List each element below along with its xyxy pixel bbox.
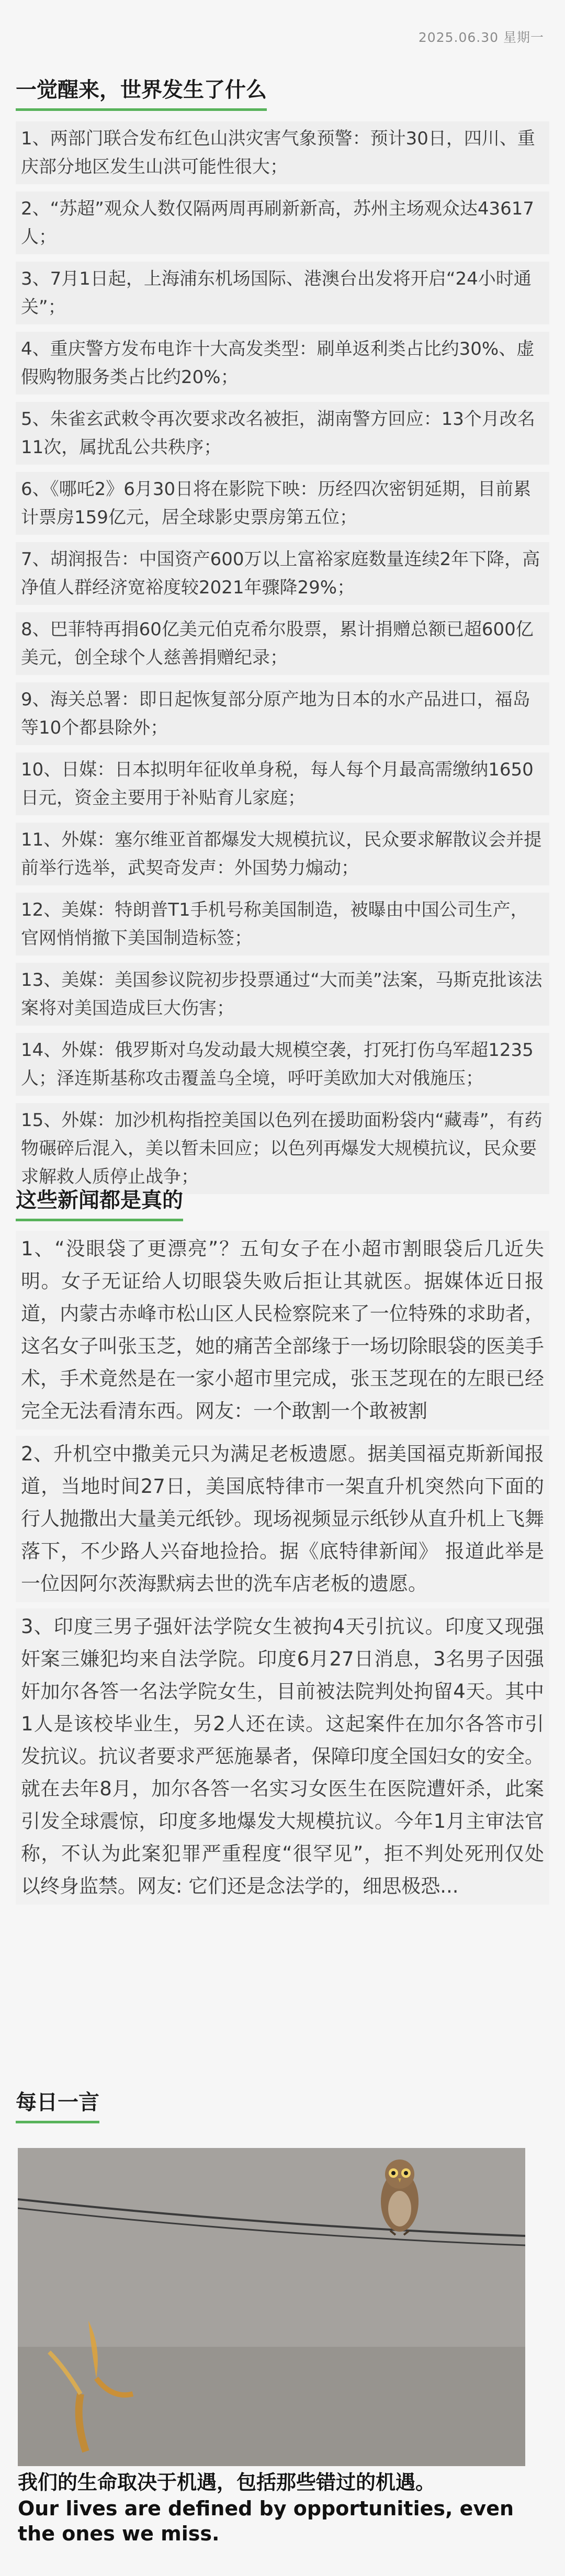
- news-item: 5、朱雀玄武敕令再次要求改名被拒，湖南警方回应：13个月改名11次，属扰乱公共秩序；: [16, 402, 549, 465]
- quote-chinese: 我们的生命取决于机遇，包括那些错过的机遇。: [18, 2471, 436, 2494]
- news-item: 7、胡润报告：中国资产600万以上富裕家庭数量连续2年下降，高净值人群经济宽裕度较2021年骤降29%；: [16, 542, 549, 605]
- story-paragraph: 1、“没眼袋了更漂亮”？五旬女子在小超市割眼袋后几近失明。女子无证给人切眼袋失败后拒让其就医。据媒体近日报道，内蒙古赤峰市松山区人民检察院来了一位特殊的求助者，这名女子叫张玉芝，她的痛苦全部缘于一场切除眼袋的医美手术，手术竟然是在一家小超市里完成，张玉芝现在的左眼已经完全无法看清东西。网友：一个敢割一个敢被割: [16, 1231, 549, 1430]
- story-paragraph: 3、印度三男子强奸法学院女生被拘4天引抗议。印度又现强奸案三嫌犯均来自法学院。印度6月27日消息，3名男子因强奸加尔各答一名法学院女生，目前被法院判处拘留4天。其中1人是该校毕业生，另2人还在读。这起案件在加尔各答市引发抗议。抗议者要求严惩施暴者，保障印度全国妇女的安全。就在去年8月，加尔各答一名实习女医生在医院遭奸杀，此案引发全球震惊，印度多地爆发大规模抗议。今年1月主审法官称，不认为此案犯罪严重程度“很罕见”，拒不判处死刑仅处以终身监禁。网友: 它们还是念法学的，细思极恐...: [16, 1608, 549, 1905]
- news-item: 14、外媒：俄罗斯对乌发动最大规模空袭，打死打伤乌军超1235人；泽连斯基称攻击覆盖乌全境，呼吁美欧加大对俄施压；: [16, 1033, 549, 1096]
- section-header-true-news: [0, 1184, 183, 1221]
- date-label: 2025.06.30 星期一: [418, 30, 544, 45]
- section-title: 每日一言: [16, 2086, 99, 2123]
- news-item: 6、《哪吒2》6月30日将在影院下映：历经四次密钥延期，目前累计票房159亿元，居全球影史票房第五位；: [16, 472, 549, 535]
- news-item: 10、日媒：日本拟明年征收单身税，每人每个月最高需缴纳1650日元，资金主要用于补贴育儿家庭；: [16, 752, 549, 815]
- quote-english: Our lives are defined by opportunities, even the ones we miss.: [18, 2497, 514, 2545]
- news-item: 9、海关总署：即日起恢复部分原产地为日本的水产品进口，福岛等10个都县除外；: [16, 682, 549, 745]
- news-item: 4、重庆警方发布电诈十大高发类型：刷单返利类占比约30%、虚假购物服务类占比约20%；: [16, 332, 549, 395]
- news-item: 2、“苏超”观众人数仅隔两周再刷新新高，苏州主场观众达43617人；: [16, 192, 549, 254]
- section-title: 这些新闻都是真的: [16, 1184, 183, 1221]
- news-item: 12、美媒：特朗普T1手机号称美国制造，被曝由中国公司生产，官网悄悄撤下美国制造标签；: [16, 893, 549, 955]
- section-header-world-news: [0, 73, 267, 111]
- owl-on-wire-photo: [18, 2148, 525, 2466]
- news-item: 3、7月1日起，上海浦东机场国际、港澳台出发将开启“24小时通关”；: [16, 262, 549, 324]
- news-item: 1、两部门联合发布红色山洪灾害气象预警：预计30日，四川、重庆部分地区发生山洪可能性很大；: [16, 121, 549, 184]
- daily-quote: [18, 2470, 544, 2546]
- story-paragraph: 2、升机空中撒美元只为满足老板遗愿。据美国福克斯新闻报道，当地时间27日，美国底特律市一架直升机突然向下面的行人抛撒出大量美元纸钞。现场视频显示纸钞从直升机上飞舞落下，不少路人兴奋地捡拾。据《底特律新闻》 报道此举是一位因阿尔茨海默病去世的洗车店老板的遗愿。: [16, 1436, 549, 1602]
- owl-illustration: [18, 2148, 525, 2466]
- news-list: [16, 121, 549, 1201]
- news-item: 13、美媒：美国参议院初步投票通过“大而美”法案，马斯克批该法案将对美国造成巨大伤害；: [16, 963, 549, 1026]
- section-title: 一觉醒来，世界发生了什么: [16, 73, 267, 111]
- news-item: 8、巴菲特再捐60亿美元伯克希尔股票，累计捐赠总额已超600亿美元，创全球个人慈善捐赠纪录；: [16, 612, 549, 675]
- news-item: 15、外媒：加沙机构指控美国以色列在援助面粉袋内“藏毒”，有药物碾碎后混入，美以暂未回应；以色列再爆发大规模抗议，民众要求解救人质停止战争；: [16, 1103, 549, 1194]
- story-list: [16, 1231, 549, 1911]
- section-header-daily-quote: [0, 2086, 99, 2123]
- news-item: 11、外媒：塞尔维亚首都爆发大规模抗议，民众要求解散议会并提前举行选举，武契奇发声：外国势力煽动；: [16, 823, 549, 885]
